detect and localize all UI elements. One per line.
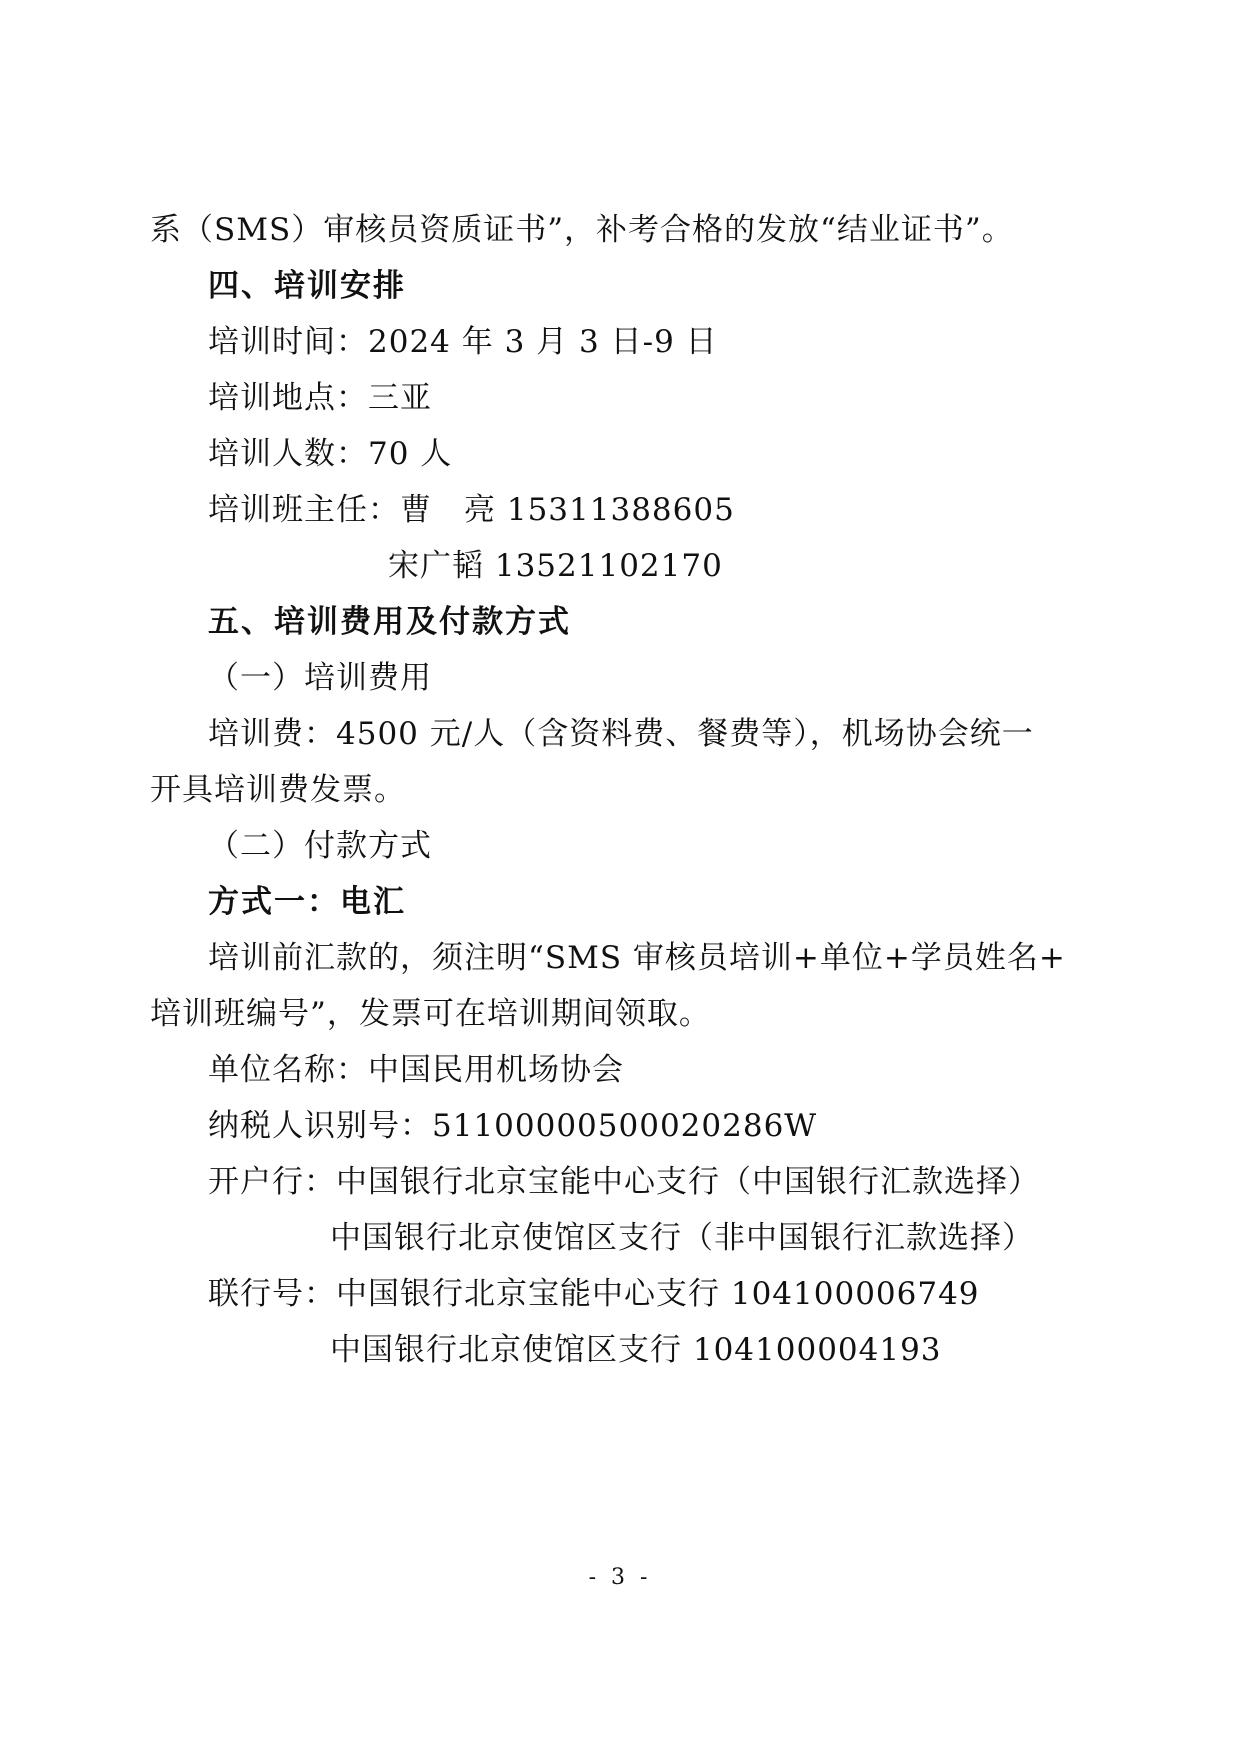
page-number: - 3 - [588,1565,652,1590]
remit-note-line1: 培训前汇款的，须注明“SMS 审核员培训+单位+学员姓名+ [208,940,1066,976]
class-director-1: 培训班主任：曹 亮 15311388605 [208,492,735,528]
subheading-training-fee: （一）培训费用 [208,660,432,696]
class-director-2: 宋广韬 13521102170 [388,548,723,584]
heading-training-arrangement: 四、培训安排 [208,268,406,304]
subheading-payment-method: （二）付款方式 [208,828,432,864]
bank-code-1: 联行号：中国银行北京宝能中心支行 104100006749 [208,1276,980,1312]
fee-description-line1: 培训费：4500 元/人（含资料费、餐费等），机场协会统一 [208,716,1034,752]
training-place: 培训地点：三亚 [208,380,432,416]
heading-wire-transfer: 方式一：电汇 [208,884,406,920]
paragraph-certificate-continued: 系（SMS）审核员资质证书”，补考合格的发放“结业证书”。 [150,212,1014,248]
training-headcount: 培训人数：70 人 [208,436,453,472]
heading-fees-and-payment: 五、培训费用及付款方式 [208,604,571,640]
unit-name: 单位名称：中国民用机场协会 [208,1052,624,1088]
fee-description-line2: 开具培训费发票。 [150,772,406,808]
remit-note-line2: 培训班编号”，发票可在培训期间领取。 [150,996,711,1032]
bank-branch-2: 中国银行北京使馆区支行（非中国银行汇款选择） [330,1220,1034,1256]
training-time: 培训时间：2024 年 3 月 3 日-9 日 [208,324,718,360]
bank-code-2: 中国银行北京使馆区支行 104100004193 [330,1332,942,1368]
bank-branch-1: 开户行：中国银行北京宝能中心支行（中国银行汇款选择） [208,1164,1040,1200]
taxpayer-id: 纳税人识别号：51100000500020286W [208,1108,818,1144]
